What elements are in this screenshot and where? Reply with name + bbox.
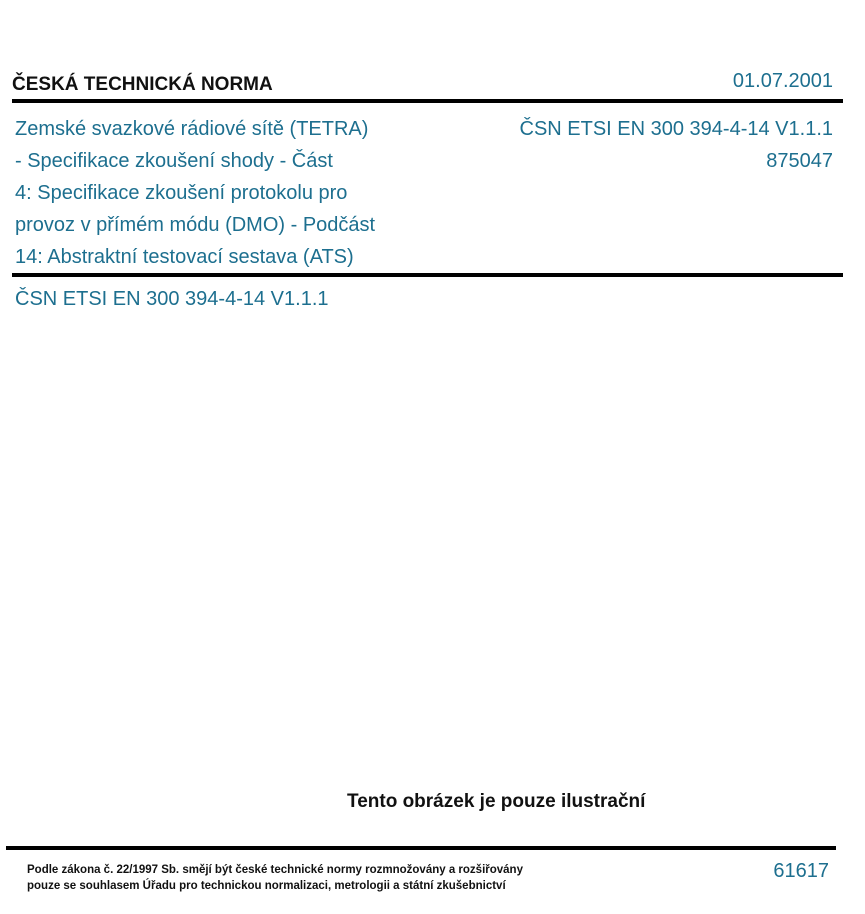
standard-designation-block: [520, 113, 834, 177]
document-code: 61617: [773, 860, 829, 882]
header-divider: [12, 99, 843, 103]
legal-notice-line: pouze se souhlasem Úřadu pro technickou normalizaci, metrologii a státní zkušebnictví: [27, 880, 506, 892]
footer-divider: [6, 846, 836, 850]
standard-title-line: - Specifikace zkoušení shody - Část: [15, 150, 333, 172]
standard-title-line: provoz v přímém módu (DMO) - Podčást: [15, 214, 376, 236]
standard-designation: ČSN ETSI EN 300 394-4-14 V1.1.1: [519, 118, 833, 140]
standard-subtitle: ČSN ETSI EN 300 394-4-14 V1.1.1: [15, 288, 329, 310]
illustration-note: Tento obrázek je pouze ilustrační: [347, 791, 646, 812]
standard-title-line: 4: Specifikace zkoušení protokolu pro: [15, 182, 348, 204]
title-divider: [12, 273, 843, 277]
document-header-title: ČESKÁ TECHNICKÁ NORMA: [12, 74, 273, 95]
catalog-number: 875047: [766, 150, 833, 172]
standard-title-line: 14: Abstraktní testovací sestava (ATS): [15, 246, 354, 268]
standard-title-line: Zemské svazkové rádiové sítě (TETRA): [15, 118, 369, 140]
legal-notice-line: Podle zákona č. 22/1997 Sb. smějí být české technické normy rozmnožovány a rozšiřovány: [27, 864, 523, 876]
legal-notice: [27, 862, 523, 894]
publication-date: 01.07.2001: [732, 70, 833, 92]
standard-title: [15, 113, 455, 273]
